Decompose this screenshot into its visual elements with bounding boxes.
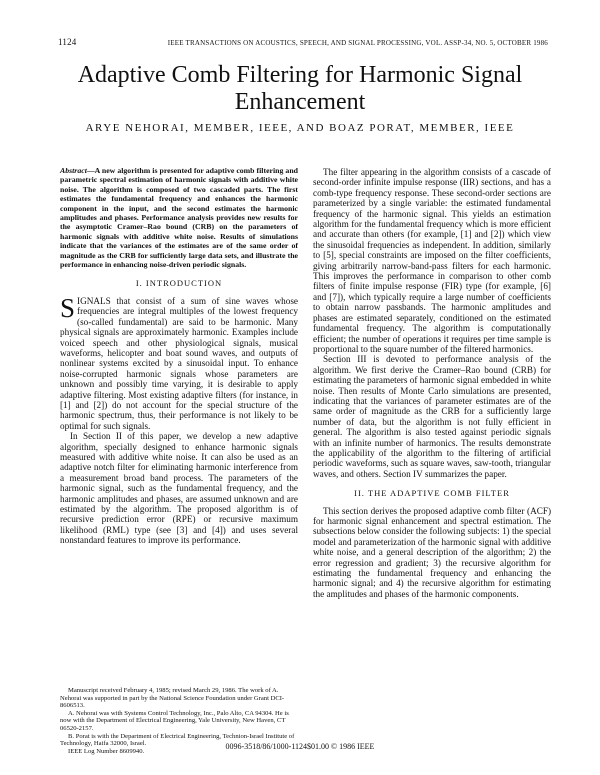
abstract (60, 166, 298, 269)
intro-paragraph-2: In Section II of this paper, we develop a new adaptive algorithm, specially designed to enhance harmonic signals measured with additive white noise. It can also be used as an adaptive notch filter for eliminating harmonic interference from a measurement broad band process. The parameters of the harmonic signal, such as the fundamental frequency, and the harmonic amplitudes and phases, are assumed unknown and are estimated by the algorithm. The proposed algorithm is of recursive prediction error (RPE) or recursive maximum likelihood (RML) type (see [3] and [4]) and uses several nonstandard features to improve its performance. (60, 431, 298, 546)
footnote-manuscript: Manuscript received February 4, 1985; revised March 29, 1986. The work of A. Nehorai was supported in part by the National Science Foundation under Grant DCI-8606513. (60, 687, 285, 710)
footnote-nehorai: A. Nehorai was with Systems Control Technology, Inc., Palo Alto, CA 94304. He is now with the Department of Electrical Engineering, Yale University, New Haven, CT 06520-2157. (60, 709, 289, 732)
copyright-footer: 0096-3518/86/1000-1124$01.00 © 1986 IEEE (225, 742, 375, 751)
intro-paragraph-1 (60, 292, 298, 431)
right-column (313, 167, 551, 599)
running-header (58, 37, 548, 49)
footnote-porat: B. Porat is with the Department of Electrical Engineering, Technion-Israel Institute of Technology, Haifa 32000, Israel. (60, 732, 295, 748)
abstract-text: —A new algorithm is presented for adaptive comb filtering and parametric spectral estimation of harmonic signals with additive white noise. The algorithm is composed of two cascaded parts. The first estimates the fundamental frequency and enhances the harmonic component in the input, and the second estimates the harmonic amplitudes and phases. Performance analysis provides new results for the asymptotic Cramer–Rao bound (CRB) on the parameters of harmonic signals with additive white noise. Results of simulations indicate that the variances of the estimates are of the same order of magnitude as the CRB for sufficiently large data sets, and illustrate the performance in enhancing noise-driven periodic signals. (60, 166, 298, 270)
author-line: ARYE NEHORAI, MEMBER, IEEE, AND BOAZ PORAT, MEMBER, IEEE (85, 122, 515, 134)
section2-paragraph-1: This section derives the proposed adaptive comb filter (ACF) for harmonic signal enhancement and spectral estimation. The subsections below consider the following subjects: 1) the special model and parameterization of the harmonic signal with additive white noise, and a general description of the algorithm; 2) the error regression and gradient; 3) the recursive algorithm for estimating the fundamental frequency and enhancing the harmonic signal; and 4) the recursive algorithm for estimating the amplitudes and phases of the harmonic components. (313, 505, 551, 599)
left-column (60, 166, 298, 546)
right-paragraph-2: Section III is devoted to performance analysis of the algorithm. We first derive the Cramer–Rao bound (CRB) for estimating the parameters of harmonic signal embedded in white noise. Then results of Monte Carlo simulations are presented, indicating that the variances of parameter estimates are of the same order of magnitude as the CRB for a sufficiently large number of data, but the algorithm is not fully efficient in general. The algorithm is also tested against periodic signals with an infinite number of harmonics. The results demonstrate the applicability of the algorithm to the filtering of artificial periodic waveforms, such as square waves, saw-tooth, triangular waves, and others. Section IV summarizes the paper. (313, 354, 551, 479)
intro-paragraph-1-text: IGNALS that consist of a sum of sine waves whose frequencies are integral multiples of the lowest frequency (so-called fundamental) are said to be harmonic. Many physical signals are approximately harmonic. Examples include voiced speech and other physiological signals, musical waveforms, helicopter and boat sound waves, and outputs of nonlinear systems excited by a sinusoidal input. To enhance noise-corrupted harmonic signals whose parameters are unknown and possibly time varying, it is desirable to apply adaptive filtering. Most existing adaptive filters (for instance, in [1] and [2]) do not account for the special structure of the harmonic spectrum, thus, their performance is not likely to be optimal for such signals. (60, 295, 298, 431)
section-heading-adaptive-comb-filter: II. THE ADAPTIVE COMB FILTER (354, 488, 510, 499)
right-paragraph-1: The filter appearing in the algorithm consists of a cascade of second-order infinite impulse response (IIR) sections, and has a comb-type frequency response. These second-order sections are parameterized by a single variable: the estimated fundamental frequency of the harmonic signal. This yields an estimation algorithm for the fundamental frequency which is more efficient and accurate than others (for example, [1] and [2]) which view the sinusoidal frequencies as independent. In addition, similarly to [5], special constraints are imposed on the filter coefficients, giving arbitrarily narrow-band-pass filters for each harmonic. This improves the performance in comparison to other comb filters of finite impulse response (FIR) type (for example, [6] and [7]), which typically require a large number of coefficients to obtain narrow passbands. The harmonic amplitudes and phases are estimated separately, conditioned on the estimated fundamental frequency. The algorithm is computationally efficient; the number of operations it requires per time sample is proportional to the square number of the filtered harmonics. (313, 167, 551, 354)
paper-title: Adaptive Comb Filtering for Harmonic Signal Enhancement (77, 62, 523, 115)
journal-header: IEEE TRANSACTIONS ON ACOUSTICS, SPEECH, AND SIGNAL PROCESSING, VOL. ASSP-34, NO. 5, OCTOBER 1986 (167, 39, 548, 47)
page-number: 1124 (58, 37, 77, 47)
drop-cap: S (60, 292, 76, 323)
section-heading-introduction: I. INTRODUCTION (135, 278, 223, 289)
footnote-log-number: IEEE Log Number 8609940. (68, 747, 145, 755)
abstract-lead: Abstract (60, 166, 87, 175)
